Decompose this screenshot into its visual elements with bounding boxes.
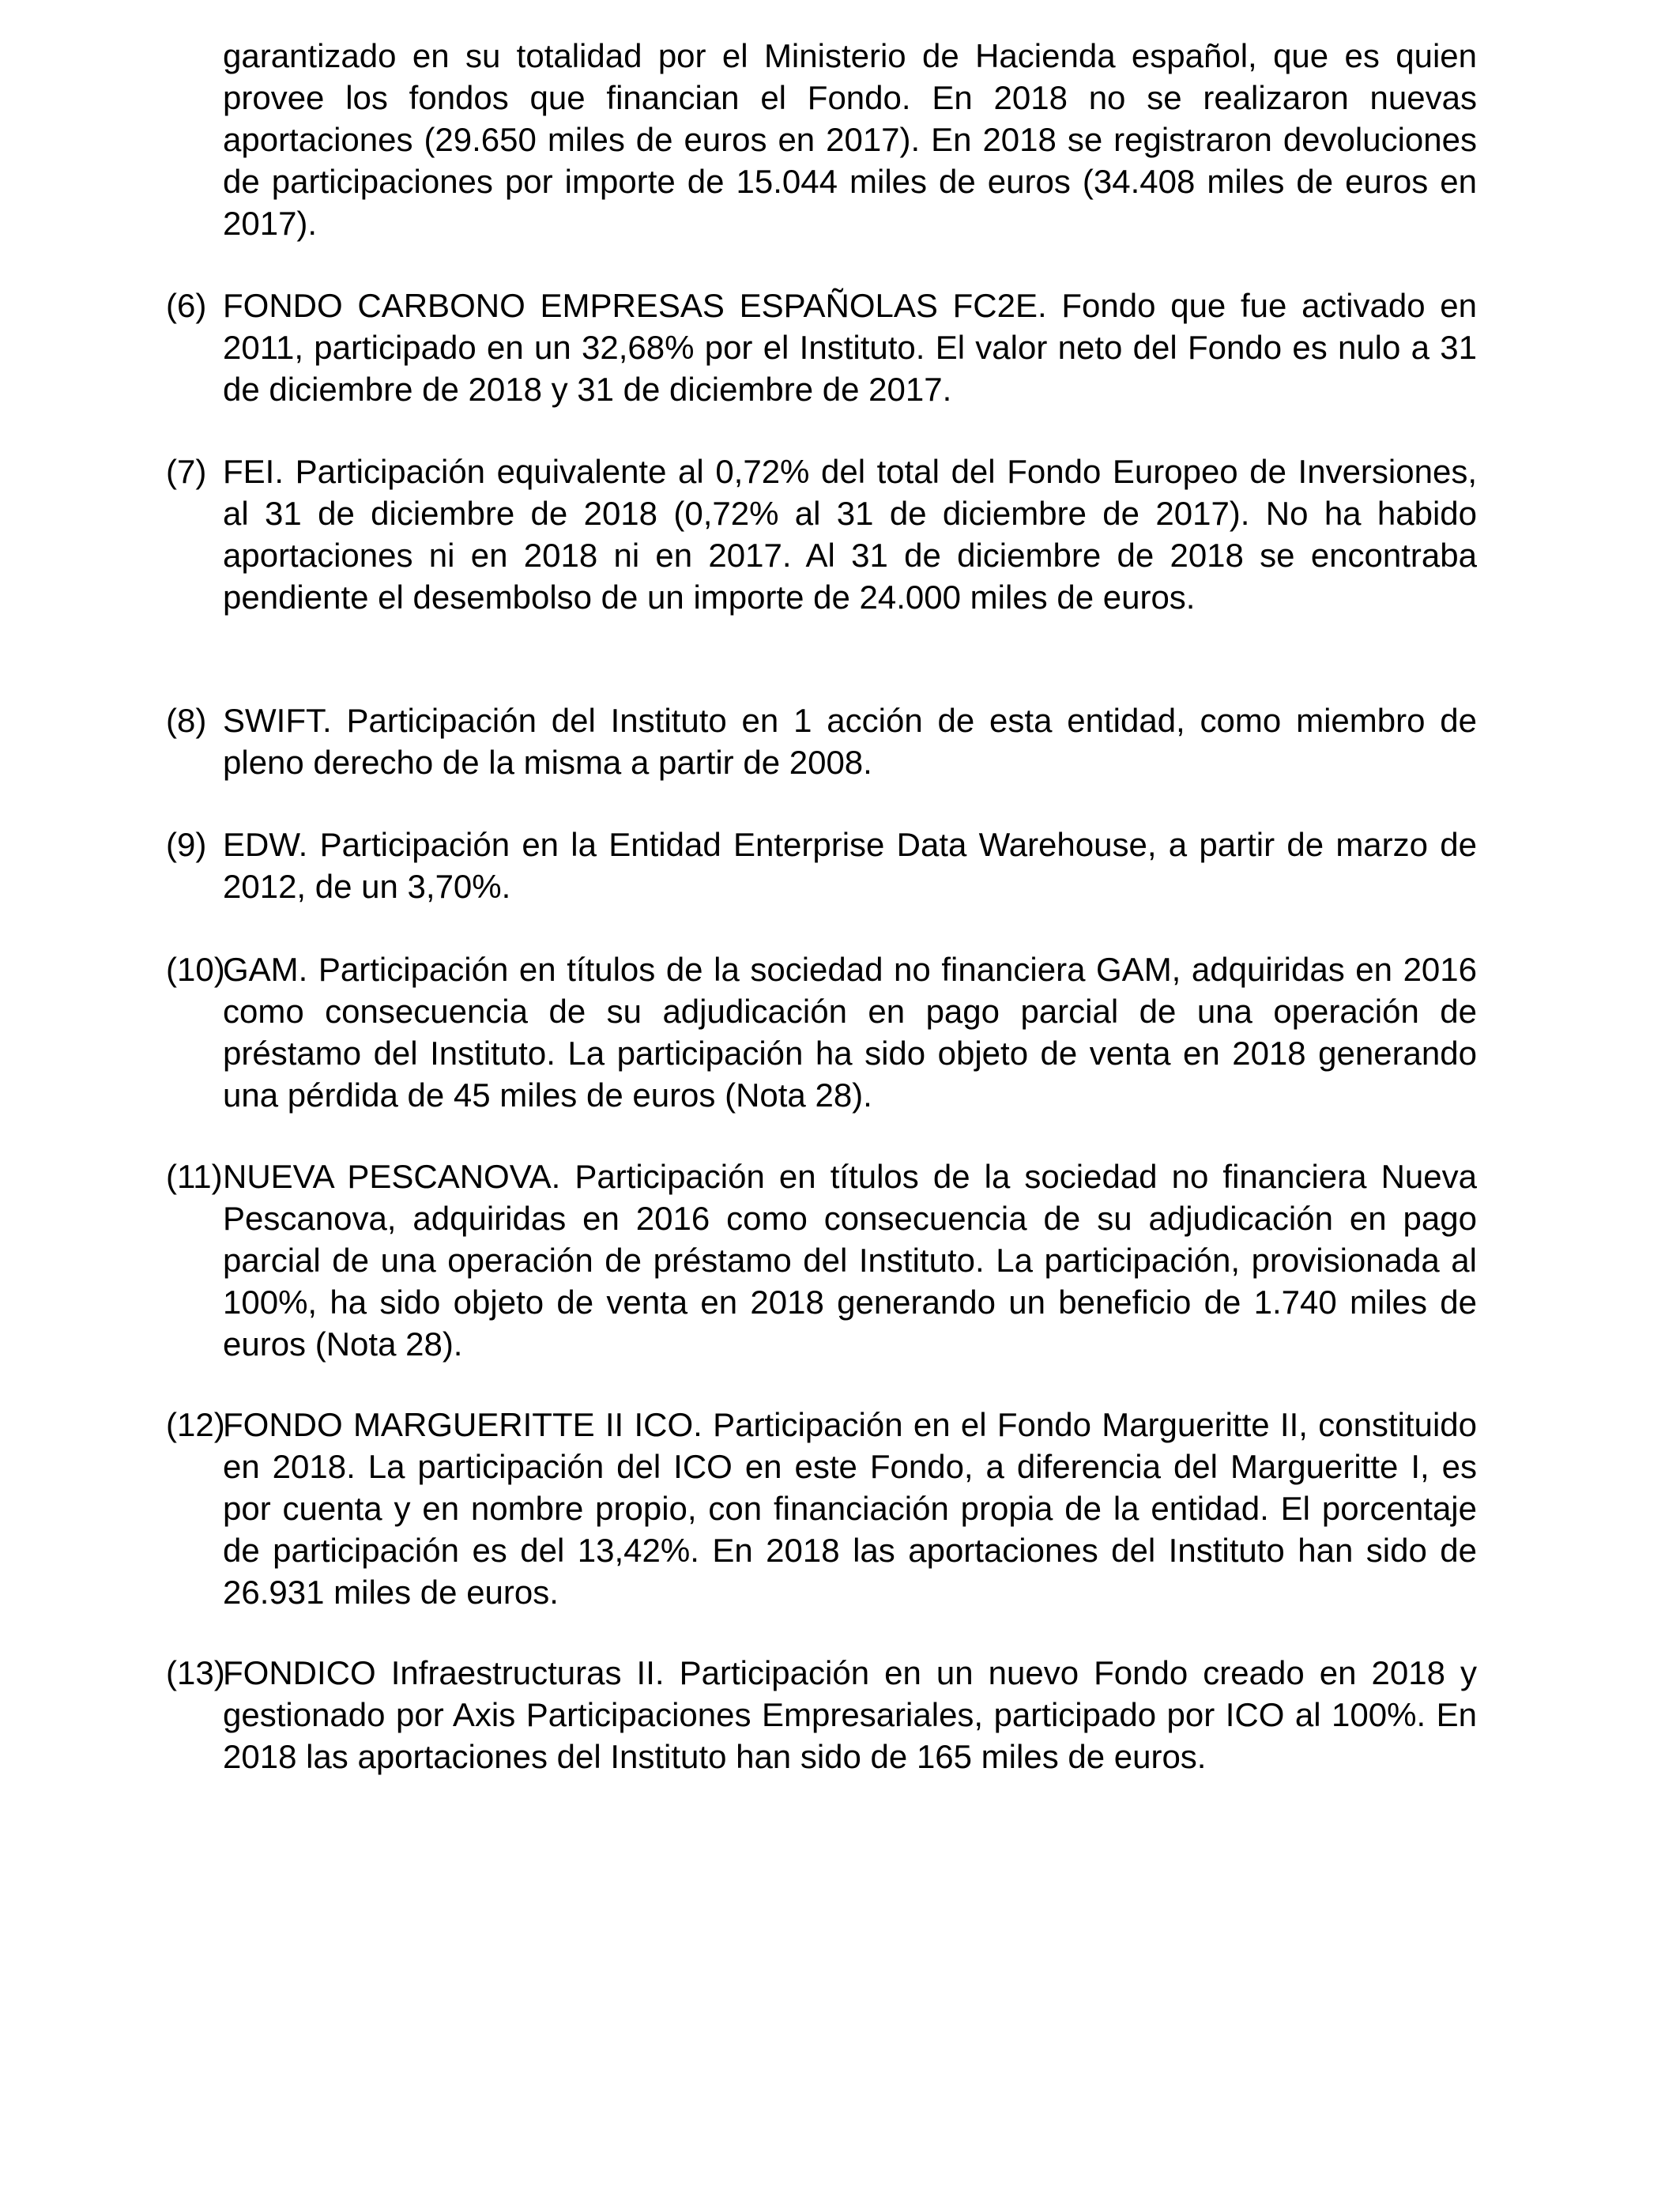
note-text: SWIFT. Participación del Instituto en 1 acción de esta entidad, como miembro de pleno derecho de la misma a partir de 2008.: [223, 702, 1477, 781]
note-number: (12): [166, 1406, 225, 1443]
note-number: (6): [166, 287, 207, 324]
note-text: GAM. Participación en títulos de la sociedad no financiera GAM, adquiridas en 2016 como consecuencia de su adjudicación en pago parcial de una operación de préstamo del Instituto. La participación ha sido objeto de venta en 2018 generando una pérdida de 45 miles de euros (Nota 28).: [223, 951, 1477, 1114]
note-text: FONDICO Infraestructuras II. Participación en un nuevo Fondo creado en 2018 y gestionado por Axis Participaciones Empresariales, participado por ICO al 100%. En 2018 las aportaciones del Instituto han sido de 165 miles de euros.: [223, 1654, 1477, 1775]
note-text: FONDO MARGUERITTE II ICO. Participación en el Fondo Margueritte II, constituido en 2018. La participación del ICO en este Fondo, a diferencia del Margueritte I, es por cuenta y en nombre propio, con financiación propia de la entidad. El porcentaje de participación es del 13,42%. En 2018 las aportaciones del Instituto han sido de 26.931 miles de euros.: [223, 1406, 1477, 1611]
note-12: [166, 1404, 1477, 1613]
note-7: [166, 450, 1477, 618]
note-text: NUEVA PESCANOVA. Participación en títulos de la sociedad no financiera Nueva Pescanova, adquiridas en 2016 como consecuencia de su adjudicación en pago parcial de una operación de préstamo del Instituto. La participación, provisionada al 100%, ha sido objeto de venta en 2018 generando un beneficio de 1.740 miles de euros (Nota 28).: [223, 1158, 1477, 1363]
note-9: [166, 824, 1477, 907]
note-13: [166, 1652, 1477, 1777]
note-number: (8): [166, 702, 207, 739]
note-number: (11): [166, 1158, 223, 1195]
note-8: [166, 699, 1477, 783]
note-number: (9): [166, 826, 207, 863]
note-number: (13): [166, 1654, 225, 1691]
note-10: [166, 948, 1477, 1116]
note-number: (7): [166, 453, 207, 490]
note-text: FEI. Participación equivalente al 0,72% del total del Fondo Europeo de Inversiones, al 31 de diciembre de 2018 (0,72% al 31 de diciembre de 2017). No ha habido aportaciones ni en 2018 ni en 2017. Al 31 de diciembre de 2018 se encontraba pendiente el desembolso de un importe de 24.000 miles de euros.: [223, 453, 1477, 616]
note-text: EDW. Participación en la Entidad Enterprise Data Warehouse, a partir de marzo de 2012, de un 3,70%.: [223, 826, 1477, 905]
intro-paragraph: garantizado en su totalidad por el Ministerio de Hacienda español, que es quien provee los fondos que financian el Fondo. En 2018 no se realizaron nuevas aportaciones (29.650 miles de euros en 2017). En 2018 se registraron devoluciones de participaciones por importe de 15.044 miles de euros (34.408 miles de euros en 2017).: [223, 37, 1477, 242]
note-6: [166, 285, 1477, 410]
note-number: (10): [166, 951, 225, 988]
note-11: [166, 1155, 1477, 1365]
note-text: FONDO CARBONO EMPRESAS ESPAÑOLAS FC2E. Fondo que fue activado en 2011, participado en un 32,68% por el Instituto. El valor neto del Fondo es nulo a 31 de diciembre de 2018 y 31 de diciembre de 2017.: [223, 287, 1477, 408]
